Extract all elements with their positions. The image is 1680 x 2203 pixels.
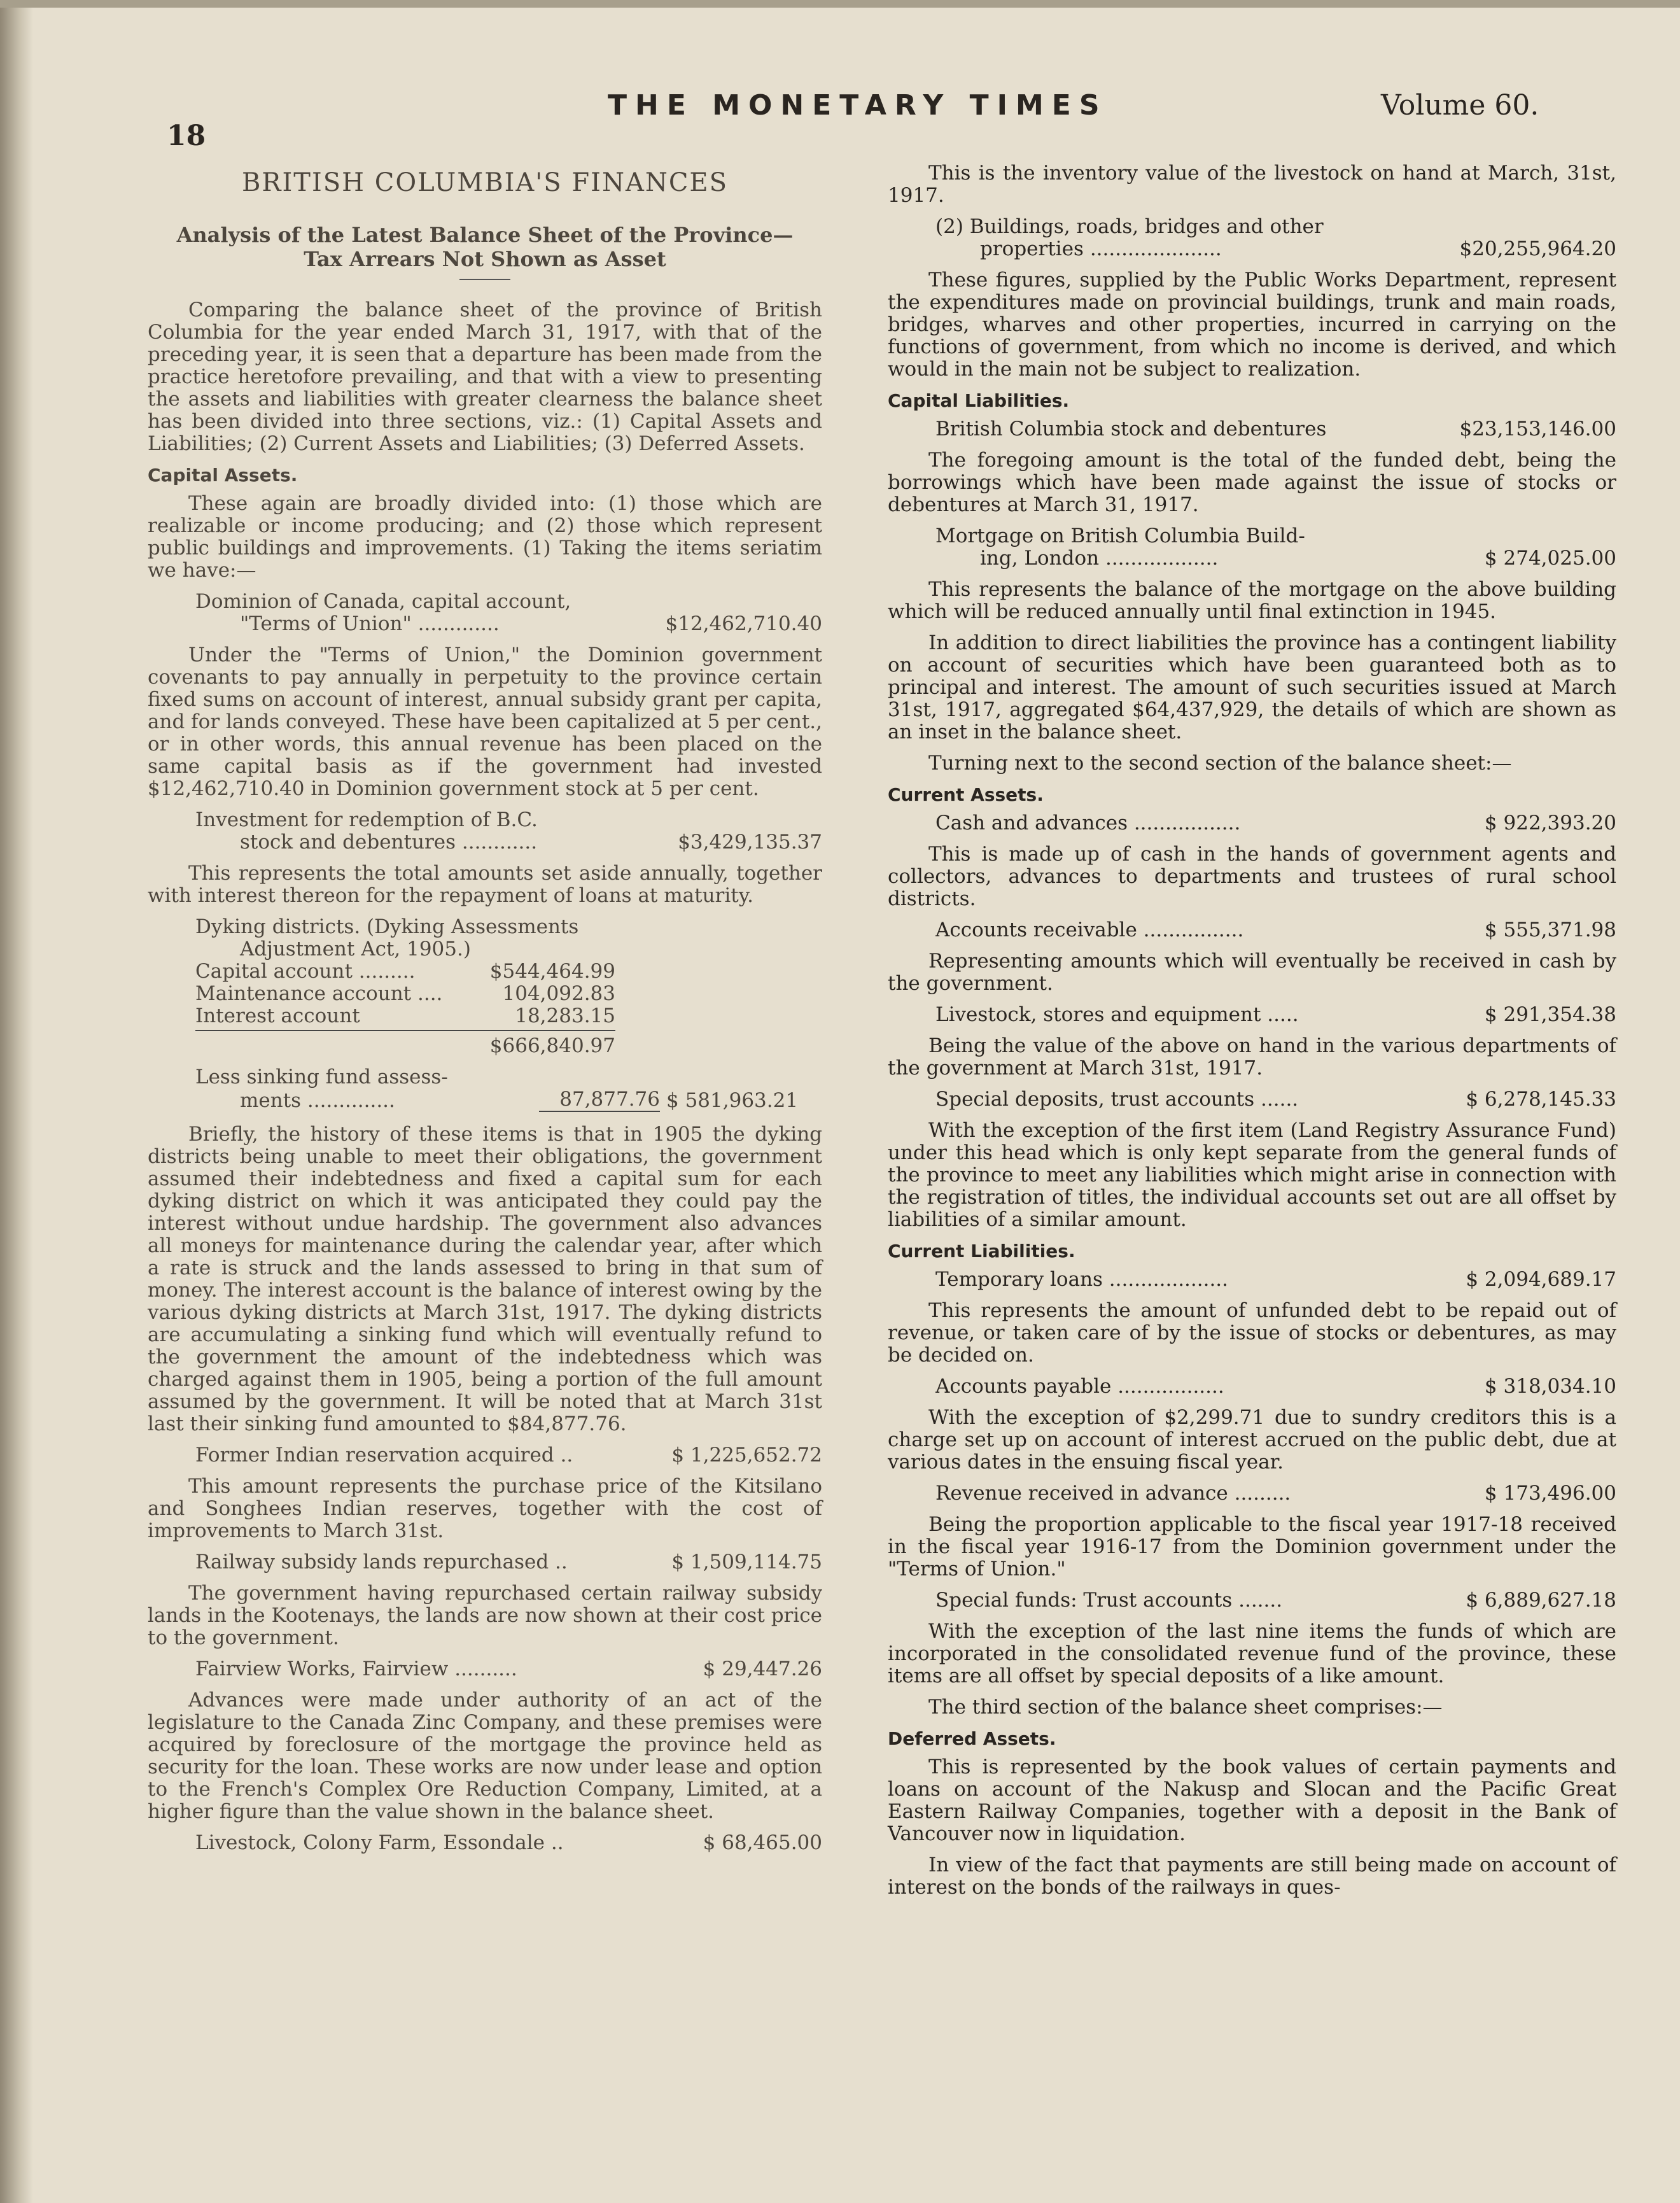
paragraph: Comparing the balance sheet of the province of British Columbia for the year ended March 31, 1917, with that of the preceding year, it is seen that a departure has been made from the practice heretofore prevailing, and that with a view to presenting the assets and liabilities with greater clearness the balance sheet has been divided into three sections, viz.: (1) Capital Assets and Liabilities; (2) Current Assets and Liabilities; (3) Deferred Assets.	[148, 299, 822, 455]
ledger-amount: $ 173,496.00	[1484, 1482, 1616, 1505]
article-subtitle-line2: Tax Arrears Not Shown as Asset	[304, 247, 666, 271]
paragraph: Being the value of the above on hand in the various departments of the government at March 31st, 1917.	[888, 1034, 1616, 1080]
ledger-label: ing, London ..................	[980, 547, 1219, 570]
ledger-amount: $ 922,393.20	[1484, 812, 1616, 834]
ledger-label: Investment for redemption of B.C.	[195, 809, 538, 831]
ledger-label: Former Indian reservation acquired ..	[195, 1444, 573, 1467]
ledger-item	[935, 1482, 1616, 1505]
ledger-label: Temporary loans ...................	[935, 1269, 1229, 1291]
ledger-amount: $ 2,094,689.17	[1466, 1268, 1616, 1291]
ledger-amount: $ 68,465.00	[703, 1831, 822, 1854]
ledger-label: properties .....................	[980, 237, 1222, 260]
ledger-label: Special deposits, trust accounts ......	[935, 1088, 1299, 1111]
paragraph: With the exception of the last nine items the funds of which are incorporated in the consolidated revenue fund of the province, these items are all offset by special deposits of a like amount.	[888, 1620, 1616, 1687]
paragraph: Under the "Terms of Union," the Dominion government covenants to pay annually in perpetuity to the province certain fixed sums on account of interest, annual subsidy grant per capita, and for lands conveyed. These have been capitalized at 5 per cent., or in other words, this annual revenue has been placed on the same capital basis as if the government had invested $12,462,710.40 in Dominion government stock at 5 per cent.	[148, 644, 822, 800]
dyking-amount: 104,092.83	[502, 982, 615, 1005]
section-heading-capital-liabilities: Capital Liabilities.	[888, 390, 1070, 411]
ledger-item	[935, 216, 1616, 260]
ledger-item	[935, 1376, 1616, 1398]
ledger-amount: $20,255,964.20	[1459, 237, 1616, 260]
page-top-edge	[0, 0, 1680, 8]
left-column	[148, 168, 822, 1863]
ledger-item	[935, 418, 1616, 440]
paragraph: In view of the fact that payments are still being made on account of interest on the bonds of the railways in ques-	[888, 1854, 1616, 1899]
ledger-label: Dominion of Canada, capital account,	[195, 591, 571, 613]
ledger-item	[195, 591, 822, 635]
paragraph: The foregoing amount is the total of the funded debt, being the borrowings which have been made against the issue of stocks or debentures at March 31, 1917.	[888, 449, 1616, 516]
ledger-label: Accounts payable .................	[935, 1376, 1224, 1398]
page-binding-shadow	[0, 0, 33, 2203]
ledger-amount: $ 555,371.98	[1484, 919, 1616, 941]
ledger-label: Special funds: Trust accounts .......	[935, 1589, 1283, 1612]
paragraph: Representing amounts which will eventually be received in cash by the government.	[888, 950, 1616, 995]
dyking-amount: $544,464.99	[489, 960, 615, 983]
ledger-amount: $ 6,889,627.18	[1466, 1589, 1616, 1612]
dyking-label: Interest account	[195, 1004, 360, 1027]
paragraph: The government having repurchased certain railway subsidy lands in the Kootenays, the lands are now shown at their cost price to the government.	[148, 1582, 822, 1649]
ledger-label: Revenue received in advance .........	[935, 1482, 1291, 1505]
ledger-amount: $ 291,354.38	[1484, 1003, 1616, 1026]
ledger-label: stock and debentures ............	[240, 831, 538, 854]
ledger-label: British Columbia stock and debentures	[935, 418, 1327, 440]
dyking-less-label: ments ..............	[240, 1089, 395, 1112]
paragraph: In addition to direct liabilities the province has a contingent liability on account of securities which have been guaranteed both as to principal and interest. The amount of such securities issued at March 31st, 1917, aggregated $64,437,929, the details of which are shown as an inset in the balance sheet.	[888, 631, 1616, 743]
dyking-less-amount: 87,877.76	[539, 1088, 660, 1112]
paragraph: This represents the balance of the mortgage on the above building which will be reduced annually until final extinction in 1945.	[888, 578, 1616, 623]
ledger-label: Livestock, stores and equipment .....	[935, 1004, 1299, 1026]
ledger-item	[195, 1444, 822, 1467]
ledger-item	[935, 919, 1616, 941]
ledger-label: Cash and advances .................	[935, 812, 1241, 834]
paragraph: The third section of the balance sheet comprises:—	[928, 1696, 1443, 1719]
table-row	[195, 1005, 615, 1027]
dyking-heading: Adjustment Act, 1905.)	[240, 938, 471, 961]
paragraph: Advances were made under authority of an act of the legislature to the Canada Zinc Company, and these premises were acquired by foreclosure of the mortgage the province held as security for the loan. These works are now under lease and option to the French's Complex Ore Reduction Company, Limited, at a higher figure than the value shown in the balance sheet.	[148, 1689, 822, 1823]
paragraph: This is the inventory value of the livestock on hand at March, 31st, 1917.	[888, 162, 1616, 207]
ledger-label: "Terms of Union" .............	[240, 612, 500, 635]
paragraph: Turning next to the second section of the balance sheet:—	[928, 752, 1512, 775]
article-subtitle-line1: Analysis of the Latest Balance Sheet of the Province—	[176, 223, 794, 247]
ledger-label: Fairview Works, Fairview ..........	[195, 1658, 517, 1680]
paragraph: This represents the amount of unfunded debt to be repaid out of revenue, or taken care of by the issue of stocks or debentures, as may be decided on.	[888, 1299, 1616, 1367]
article-title: BRITISH COLUMBIA'S FINANCES	[241, 168, 729, 197]
paragraph: This is made up of cash in the hands of government agents and collectors, advances to departments and trustees of rural school districts.	[888, 843, 1616, 910]
paragraph: With the exception of $2,299.71 due to sundry creditors this is a charge set up on account of interest accrued on the public debt, due at various dates in the ensuing fiscal year.	[888, 1406, 1616, 1474]
paragraph: With the exception of the first item (Land Registry Assurance Fund) under this head which is only kept separate from the general funds of the province to meet any liabilities which might arise in connection with the registration of titles, the individual accounts set out are all offset by liabilities of a similar amount.	[888, 1119, 1616, 1231]
ledger-label: Mortgage on British Columbia Build-	[935, 525, 1305, 547]
volume-label: Volume 60.	[1381, 89, 1539, 122]
paragraph: This amount represents the purchase price of the Kitsilano and Songhees Indian reserves, together with the cost of improvements to March 31st.	[148, 1475, 822, 1542]
table-row	[195, 983, 615, 1005]
ledger-amount: $ 274,025.00	[1484, 547, 1616, 570]
ledger-item	[935, 1088, 1616, 1111]
table-row	[195, 961, 615, 983]
ledger-label: (2) Buildings, roads, bridges and other	[935, 216, 1324, 238]
ledger-item	[195, 1832, 822, 1854]
ledger-amount: $3,429,135.37	[678, 831, 822, 854]
ledger-item	[935, 1269, 1616, 1291]
ledger-item	[935, 525, 1616, 570]
ledger-amount: $ 29,447.26	[703, 1658, 822, 1680]
dyking-total: $666,840.97	[195, 1030, 615, 1057]
paragraph: This is represented by the book values of certain payments and loans on account of the Nakusp and Slocan and the Pacific Great Eastern Railway Companies, together with a deposit in the Bank of Vancouver now in liquidation.	[888, 1756, 1616, 1845]
section-heading-deferred-assets: Deferred Assets.	[888, 1728, 1056, 1749]
ledger-label: Livestock, Colony Farm, Essondale ..	[195, 1832, 564, 1854]
ledger-item	[935, 1589, 1616, 1612]
dyking-less-label: Less sinking fund assess-	[195, 1066, 448, 1088]
ledger-item	[935, 812, 1616, 834]
ledger-item	[195, 809, 822, 854]
dyking-label: Maintenance account ....	[195, 982, 443, 1005]
paragraph: Being the proportion applicable to the fiscal year 1917-18 received in the fiscal year 1916-17 from the Dominion government under the "Terms of Union."	[888, 1513, 1616, 1580]
ledger-amount: $ 1,225,652.72	[671, 1444, 822, 1467]
ledger-amount: $23,153,146.00	[1459, 418, 1616, 440]
ledger-label: Railway subsidy lands repurchased ..	[195, 1551, 568, 1573]
ledger-amount: $ 1,509,114.75	[671, 1551, 822, 1573]
paragraph: These again are broadly divided into: (1) those which are realizable or income producing; and (2) those which represent public buildings and improvements. (1) Taking the items seriatim we have:—	[148, 492, 822, 582]
ledger-amount: $ 318,034.10	[1484, 1375, 1616, 1398]
dyking-amount: 18,283.15	[515, 1004, 615, 1027]
journal-title: THE MONETARY TIMES	[608, 89, 1108, 122]
dyking-label: Capital account .........	[195, 960, 416, 983]
section-heading-current-assets: Current Assets.	[888, 784, 1044, 805]
dyking-net-amount: $ 581,963.21	[666, 1089, 799, 1112]
section-heading-current-liabilities: Current Liabilities.	[888, 1241, 1075, 1262]
table-row	[195, 1088, 822, 1112]
dyking-table	[195, 916, 822, 1112]
ledger-item	[195, 1551, 822, 1573]
ledger-item	[935, 1004, 1616, 1026]
page-number: 18	[167, 120, 206, 152]
paragraph: These figures, supplied by the Public Works Department, represent the expenditures made on provincial buildings, trunk and main roads, bridges, wharves and other properties, incurred in carrying on the functions of government, from which no income is derived, and which would in the main not be subject to realization.	[888, 269, 1616, 381]
paragraph: Briefly, the history of these items is that in 1905 the dyking districts being unable to meet their obligations, the government assumed their indebtedness and fixed a capital sum for each dyking district on which it was anticipated they could pay the interest without undue hardship. The government also advances all moneys for maintenance during the calendar year, after which a rate is struck and the lands assessed to bring in that sum of money. The interest account is the balance of interest owing by the various dyking districts at March 31st, 1917. The dyking districts are accumulating a sinking fund which will eventually refund to the government the amount of the indebtedness which was charged against them in 1905, being a portion of the full amount assumed by the government. It will be noted that at March 31st last their sinking fund amounted to $84,877.76.	[148, 1123, 822, 1435]
section-heading-capital-assets: Capital Assets.	[148, 465, 298, 486]
ledger-label: Accounts receivable ................	[935, 919, 1244, 941]
dyking-heading: Dyking districts. (Dyking Assessments	[195, 915, 579, 938]
paragraph: This represents the total amounts set aside annually, together with interest thereon for the repayment of loans at maturity.	[148, 862, 822, 907]
ledger-amount: $ 6,278,145.33	[1466, 1088, 1616, 1111]
right-column	[888, 162, 1616, 1908]
title-rule	[459, 279, 510, 280]
ledger-amount: $12,462,710.40	[665, 612, 822, 635]
ledger-item	[195, 1658, 822, 1680]
